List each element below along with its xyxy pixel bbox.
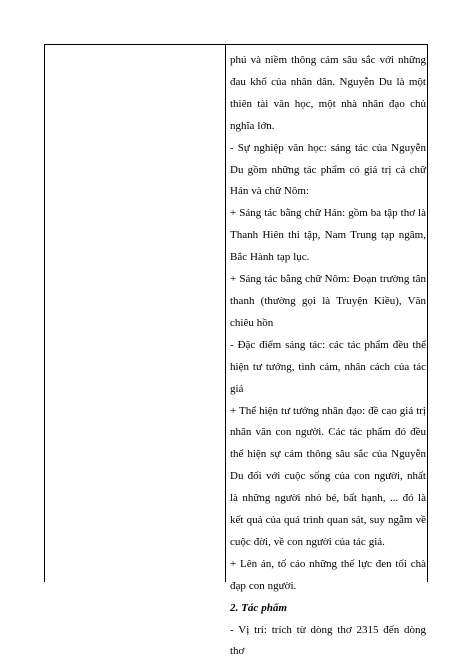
table-right-cell [226,45,428,658]
paragraph-humanist-thought: + Thể hiện tư tưởng nhân đạo: đề cao giá trị nhân văn con người. Các tác phẩm đó đều thể hiện sự cảm thông sâu sắc của Nguyễn Du đối với cuộc sống của con người, nhất là những người nhỏ bé, bất hạnh, ... đó là kết quả của quá trình quan sát, suy ngẫm về cuộc đời, về con người của tác giả. [230,404,426,548]
paragraph-writing-characteristics: - Đặc điểm sáng tác: các tác phẩm đều thể hiện tư tưởng, tình cảm, nhân cách của tác giả [230,338,426,395]
paragraph-denunciation: + Lên án, tố cáo những thế lực đen tối chà đạp con người. [230,557,426,592]
paragraph-position: - Vị trí: trích từ dòng thơ 2315 đến dòng thơ [230,623,426,658]
content-table [44,44,428,658]
paragraph-nom-works: + Sáng tác bằng chữ Nôm: Đoạn trường tân thanh (thường gọi là Truyện Kiều), Văn chiêu hồn [230,273,426,329]
section-heading-works: 2. Tác phẩm [230,601,287,614]
paragraph-han-works: + Sáng tác bằng chữ Hán: gồm ba tập thơ là Thanh Hiên thi tập, Nam Trung tạp ngâm, Bắc Hành tạp lục. [230,207,426,264]
table-left-cell [45,45,226,582]
paragraph-literary-career: - Sự nghiệp văn học: sáng tác của Nguyễn Du gồm những tác phẩm có giá trị cả chữ Hán và chữ Nôm: [230,141,426,198]
paragraph-intro-continuation: phú và niềm thông cảm sâu sắc với những đau khổ của nhân dân. Nguyễn Du là một thiên tài văn học, một nhà nhân đạo chủ nghĩa lớn. [230,54,426,132]
